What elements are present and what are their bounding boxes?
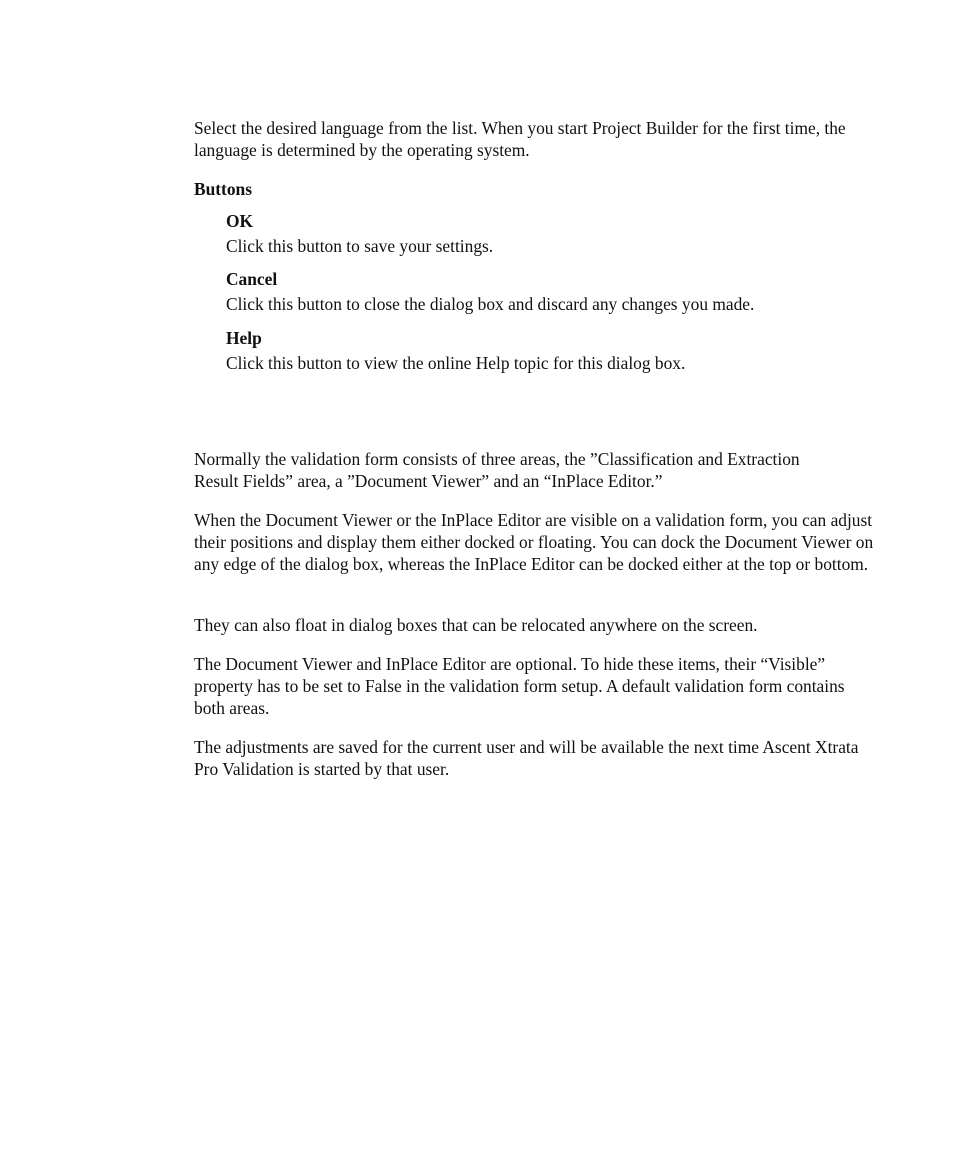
optional-paragraph: The Document Viewer and InPlace Editor are optional. To hide these items, their “Visible” property has to be set to False in the validation form setup. A default validation form contains both areas. (194, 654, 845, 718)
intro-paragraph: Select the desired language from the list. When you start Project Builder for the first time, the language is determined by the operating system. (194, 118, 846, 160)
button-help-entry (194, 327, 916, 374)
button-ok-entry (194, 210, 916, 257)
button-ok-description: Click this button to save your settings. (226, 236, 494, 256)
button-cancel-title: Cancel (226, 269, 278, 289)
button-cancel-entry (194, 268, 916, 315)
button-ok-title: OK (226, 211, 254, 231)
button-help-title: Help (226, 328, 262, 348)
adjustments-paragraph: The adjustments are saved for the current user and will be available the next time Ascent Xtrata Pro Validation is started by that user. (194, 737, 859, 779)
docking-paragraph: When the Document Viewer or the InPlace Editor are visible on a validation form, you can adjust their positions and display them either docked or floating. You can dock the Document Viewer on any edge of the dialog box, whereas the InPlace Editor can be docked either at the top or bottom. (194, 510, 874, 574)
buttons-heading: Buttons (194, 179, 252, 199)
validation-form-paragraph: Normally the validation form consists of three areas, the ”Classification and Extraction Result Fields” area, a ”Document Viewer” and an “InPlace Editor.” (194, 449, 800, 491)
button-cancel-description: Click this button to close the dialog box and discard any changes you made. (226, 294, 755, 314)
button-help-description: Click this button to view the online Help topic for this dialog box. (226, 353, 686, 373)
floating-paragraph: They can also float in dialog boxes that can be relocated anywhere on the screen. (194, 615, 758, 635)
